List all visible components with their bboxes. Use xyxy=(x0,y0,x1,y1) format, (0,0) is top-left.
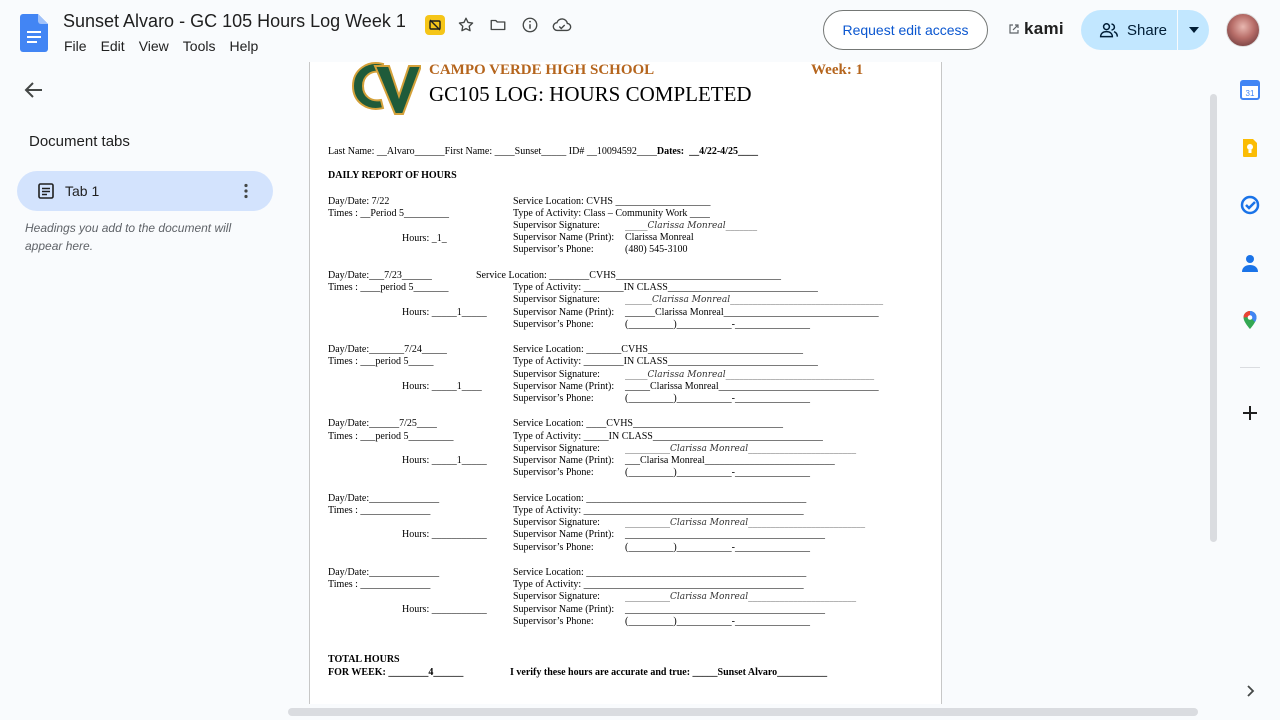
rail-divider xyxy=(1240,367,1260,368)
entry-3-location: Service Location: _______CVHS_______________________________ xyxy=(513,344,803,355)
entry-5-phone: (_________)___________-_______________ xyxy=(625,542,810,553)
entry-2-activity: Type of Activity: ________IN CLASS______________________________ xyxy=(513,282,818,293)
keep-icon[interactable] xyxy=(1240,138,1260,158)
entry-2-sig-label: Supervisor Signature: xyxy=(513,294,600,305)
move-folder-icon[interactable] xyxy=(487,14,509,36)
entry-4-signature: __________Clarissa Monreal________________________ xyxy=(625,444,857,454)
cloud-saved-icon[interactable] xyxy=(551,14,573,36)
entry-6-signature: __________Clarissa Monreal________________________ xyxy=(625,592,857,602)
entry-1-day: Day/Date: 7/22 xyxy=(328,196,390,207)
daily-report-heading: DAILY REPORT OF HOURS xyxy=(328,170,457,181)
kami-extension-button[interactable] xyxy=(1008,19,1064,39)
offline-unavailable-icon[interactable] xyxy=(425,15,445,35)
entry-4-phone: (_________)___________-_______________ xyxy=(625,467,810,478)
show-side-panel-chevron-icon[interactable] xyxy=(1241,682,1259,700)
entry-1-phone: (480) 545-3100 xyxy=(625,244,688,255)
menu-help[interactable]: Help xyxy=(229,38,259,54)
entry-1-hours: Hours: _1_ xyxy=(402,233,447,244)
back-arrow-icon[interactable] xyxy=(22,78,46,102)
tab-item-tab-1[interactable] xyxy=(17,171,273,211)
entry-5-activity: Type of Activity: ____________________________________________ xyxy=(513,505,804,516)
entry-4-times: Times : ___period 5_________ xyxy=(328,431,454,442)
menu-file[interactable]: File xyxy=(64,38,87,54)
entry-5-name-label: Supervisor Name (Print): xyxy=(513,529,615,540)
star-icon[interactable] xyxy=(455,14,477,36)
share-button[interactable] xyxy=(1081,10,1177,50)
horizontal-scrollbar[interactable] xyxy=(288,708,1198,716)
campo-verde-cv-logo xyxy=(349,62,421,116)
entry-1-name: Clarissa Monreal xyxy=(625,232,694,243)
calendar-icon[interactable] xyxy=(1240,80,1260,100)
entry-1-location: Service Location: CVHS ___________________ xyxy=(513,196,711,207)
dates-label: Dates: xyxy=(656,146,685,157)
request-edit-access-button[interactable]: Request edit access xyxy=(823,10,988,50)
maps-icon[interactable] xyxy=(1240,310,1260,330)
menu-tools[interactable]: Tools xyxy=(182,38,216,54)
verification-line: I verify these hours are accurate and true: _____Sunset Alvaro__________ xyxy=(510,667,828,678)
entry-1-phone-label: Supervisor’s Phone: xyxy=(513,244,594,255)
entry-1-times: Times : __Period 5_________ xyxy=(328,208,450,219)
kami-label: kami xyxy=(1024,19,1064,38)
log-title: GC105 LOG: HOURS COMPLETED xyxy=(429,82,752,106)
entry-3-phone-label: Supervisor’s Phone: xyxy=(513,393,594,404)
google-docs-logo-icon[interactable] xyxy=(20,14,48,52)
caret-down-icon xyxy=(1189,27,1199,33)
entry-2-hours: Hours: _____1_____ xyxy=(402,307,487,318)
contacts-icon[interactable] xyxy=(1240,253,1260,273)
entry-4-name-label: Supervisor Name (Print): xyxy=(513,455,615,466)
menu-view[interactable]: View xyxy=(138,38,169,54)
entry-3-signature: _____Clarissa Monreal_________________________________ xyxy=(625,370,875,380)
entry-4-sig-label: Supervisor Signature: xyxy=(513,443,600,454)
entry-5-location: Service Location: ____________________________________________ xyxy=(513,493,807,504)
entry-6-location: Service Location: ____________________________________________ xyxy=(513,567,807,578)
entry-1-activity: Type of Activity: Class – Community Work ____ xyxy=(513,208,710,219)
document-tabs-heading: Document tabs xyxy=(29,133,130,150)
entry-3-activity: Type of Activity: ________IN CLASS______________________________ xyxy=(513,356,818,367)
entry-4-day: Day/Date:______7/25____ xyxy=(328,418,437,429)
entry-6-day: Day/Date:______________ xyxy=(328,567,440,578)
details-info-icon[interactable] xyxy=(519,14,541,36)
entry-1-sig-label: Supervisor Signature: xyxy=(513,220,600,231)
entry-1-name-label: Supervisor Name (Print): xyxy=(513,232,615,243)
document-tab-icon xyxy=(37,182,55,200)
entry-3-sig-label: Supervisor Signature: xyxy=(513,369,600,380)
document-page[interactable] xyxy=(309,62,942,704)
tasks-icon[interactable] xyxy=(1240,195,1260,215)
entry-3-name-label: Supervisor Name (Print): xyxy=(513,381,615,392)
entry-5-phone-label: Supervisor’s Phone: xyxy=(513,542,594,553)
share-control xyxy=(1081,10,1209,50)
add-plus-icon[interactable] xyxy=(1240,403,1260,423)
entry-2-location: Service Location: ________CVHS_________________________________ xyxy=(476,270,781,281)
entry-6-name-label: Supervisor Name (Print): xyxy=(513,604,615,615)
total-hours-label: TOTAL HOURS xyxy=(328,654,400,665)
entry-3-hours: Hours: _____1____ xyxy=(402,381,482,392)
top-bar xyxy=(0,0,1280,62)
entry-2-day: Day/Date:___7/23______ xyxy=(328,270,432,281)
entry-6-sig-label: Supervisor Signature: xyxy=(513,591,600,602)
dates-value: __4/22-4/25____ xyxy=(689,146,758,157)
school-name: CAMPO VERDE HIGH SCHOOL xyxy=(429,62,655,78)
entry-3-name: _____Clarissa Monreal________________________________ xyxy=(625,381,879,392)
more-vert-icon[interactable] xyxy=(237,182,255,200)
entry-4-activity: Type of Activity: _____IN CLASS__________________________________ xyxy=(513,431,823,442)
entry-5-hours: Hours: ___________ xyxy=(402,529,487,540)
share-options-dropdown[interactable] xyxy=(1178,27,1209,33)
external-link-icon xyxy=(1008,23,1020,35)
vertical-scrollbar[interactable] xyxy=(1210,94,1217,542)
total-hours-value: FOR WEEK: ________4______ xyxy=(328,667,464,678)
entry-5-sig-label: Supervisor Signature: xyxy=(513,517,600,528)
people-icon xyxy=(1099,21,1119,39)
share-label: Share xyxy=(1127,21,1168,39)
entry-3-phone: (_________)___________-_______________ xyxy=(625,393,810,404)
entry-4-phone-label: Supervisor’s Phone: xyxy=(513,467,594,478)
student-info: Last Name: __Alvaro______First Name: ____Sunset_____ ID# __10094592____ xyxy=(328,146,657,157)
entry-6-name: ________________________________________ xyxy=(625,604,825,615)
title-icons xyxy=(425,14,573,36)
entry-6-hours: Hours: ___________ xyxy=(402,604,487,615)
entry-4-name: ___Clarisa Monreal__________________________ xyxy=(625,455,835,466)
entry-3-times: Times : ___period 5_____ xyxy=(328,356,434,367)
entry-6-phone: (_________)___________-_______________ xyxy=(625,616,810,627)
entry-2-times: Times : ____period 5_______ xyxy=(328,282,449,293)
tab-label: Tab 1 xyxy=(65,183,100,199)
menu-bar xyxy=(64,38,272,54)
entry-6-activity: Type of Activity: ____________________________________________ xyxy=(513,579,804,590)
document-title[interactable]: Sunset Alvaro - GC 105 Hours Log Week 1 xyxy=(63,11,406,31)
entry-3-day: Day/Date:_______7/24_____ xyxy=(328,344,447,355)
entry-5-name: ________________________________________ xyxy=(625,529,825,540)
entry-6-phone-label: Supervisor’s Phone: xyxy=(513,616,594,627)
side-panel-rail xyxy=(1228,0,1272,720)
entry-2-name-label: Supervisor Name (Print): xyxy=(513,307,615,318)
entry-6-times: Times : ______________ xyxy=(328,579,431,590)
entry-1-signature: _____Clarissa Monreal_______ xyxy=(625,221,758,231)
entry-4-hours: Hours: _____1_____ xyxy=(402,455,487,466)
entry-2-name: ______Clarissa Monreal_______________________________ xyxy=(625,307,879,318)
menu-edit[interactable]: Edit xyxy=(100,38,125,54)
svg-text:31: 31 xyxy=(1245,89,1255,98)
week-number: Week: 1 xyxy=(811,62,864,78)
entry-2-phone-label: Supervisor’s Phone: xyxy=(513,319,594,330)
student-info-line xyxy=(328,146,758,158)
entry-2-signature: ______Clarissa Monreal__________________________________ xyxy=(625,295,884,305)
entry-5-signature: __________Clarissa Monreal__________________________ xyxy=(625,518,866,528)
entry-4-location: Service Location: ____CVHS______________________________ xyxy=(513,418,783,429)
tabs-hint-text: Headings you add to the document will appear here. xyxy=(25,221,232,253)
entry-5-times: Times : ______________ xyxy=(328,505,431,516)
entry-5-day: Day/Date:______________ xyxy=(328,493,440,504)
entry-2-phone: (_________)___________-_______________ xyxy=(625,319,810,330)
